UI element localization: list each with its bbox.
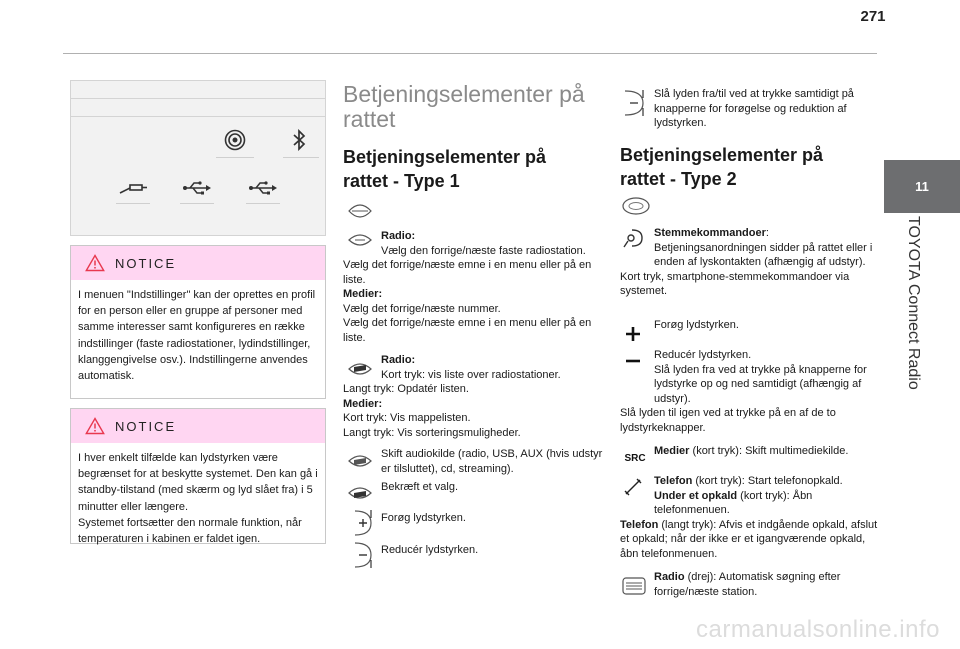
phone-title: Telefon (654, 475, 693, 487)
radio-line: Vælg det forrige/næste emne i en menu eller på en liste. (343, 259, 592, 286)
steering-control-icon (345, 200, 375, 222)
source-button-icon (345, 451, 375, 471)
radio-title: Radio: (381, 354, 416, 366)
medier-line: Kort tryk: Vis mappelisten. (343, 412, 471, 424)
radio-line: Kort tryk: vis liste over radiostationer. (381, 368, 561, 381)
volume-up-description: Forøg lydstyrken. (381, 512, 466, 524)
chapter-tab[interactable]: 11 (884, 160, 960, 212)
warning-icon (85, 417, 105, 435)
medier-line: Vælg det forrige/næste nummer. (343, 302, 501, 315)
plus-icon (622, 323, 644, 345)
aux-cable-icon (113, 173, 153, 203)
volume-down-description (620, 348, 882, 435)
watermark: carmanualsonline.info (696, 616, 940, 643)
call-text: (kort tryk): Åbn telefonmenuen. (654, 489, 813, 516)
icon-underline (216, 157, 254, 158)
minus-line: Slå lyden til igen ved at trykke på en af de to lydstyrkeknapper. (620, 407, 836, 434)
icon-underline (180, 203, 214, 204)
usb-icon (177, 173, 217, 203)
voice-title: Stemmekommandoer (654, 227, 766, 239)
call-title: Under et opkald (654, 489, 738, 502)
confirm-description: Bekræft et valg. (381, 481, 459, 493)
voice-line: Kort tryk, smartphone-stemmekommandoer via systemet. (620, 270, 850, 297)
medier-text: (kort tryk): Skift multimediekilde. (689, 445, 849, 457)
notice-text: I menuen "Indstillinger" kan der oprettes en profil for en person eller en gruppe af personer med samme interesser samt konfigureres en række indstillinger (faste radiostationer, lydindstillinger, klanggengivelse osv.). Indstillingerne anvendes automatisk. (78, 289, 316, 383)
notice-text (71, 443, 325, 556)
phone-long-text: (langt tryk): Afvis et indgående opkald, afslut et opkald; når der ikke er et igangværende opkald, åbn telefonmenuen. (620, 518, 878, 560)
notice-text-line: I hver enkelt tilfælde kan lydstyrken være begrænset for at beskytte systemet. Den kan gå i standby-tilstand (med skærm og lyd slået fra) i 5 minutter eller længere. (78, 452, 318, 513)
volume-down-description: Reducér lydstyrken. (381, 544, 479, 556)
confirm-button-icon (345, 483, 375, 503)
medier-line: Vælg det forrige/næste emne i en menu eller på en liste. (343, 317, 592, 344)
medier-title: Medier (654, 445, 690, 457)
icon-underline (246, 203, 280, 204)
subsection-heading-type2: Betjeningselementer på rattet - Type 2 (620, 145, 824, 189)
radio-line: Langt tryk: Opdatér listen. (343, 383, 469, 395)
radio-list-description (343, 353, 605, 440)
notice-box (70, 245, 326, 399)
wifi-hotspot-icon (215, 125, 255, 155)
subsection-heading-type1: Betjeningselementer på rattet - Type 1 (343, 147, 547, 191)
radio-scroll-description (654, 570, 882, 599)
voice-command-description (620, 226, 882, 299)
minus-line: Slå lyden fra ved at trykke på knapperne for lydstyrke op og ned samtidigt (afhængig af udstyr). (654, 363, 867, 405)
medier-line: Langt tryk: Vis sorteringsmuligheder. (343, 426, 521, 439)
notice-text-line: Systemet fortsætter den normale funktion, når temperaturen i kabinen er faldet igen. (78, 516, 302, 546)
chapter-title-text: TOYOTA Connect Radio (905, 216, 922, 390)
source-description: Skift audiokilde (radio, USB, AUX (hvis udstyr er tilsluttet), cd, streaming). (381, 448, 603, 475)
notice-label: NOTICE (115, 418, 177, 434)
notice-header (71, 409, 325, 443)
radio-title: Radio: (381, 230, 416, 242)
steering-control-icon (620, 195, 652, 217)
radio-line: Vælg den forrige/næste faste radiostation. (381, 244, 586, 257)
page-number: 271 (860, 8, 886, 25)
minus-line: Reducér lydstyrken. (654, 349, 752, 361)
volume-up-wheel-icon (350, 506, 376, 540)
voice-line: : Betjeningsanordningen sidder på rattet eller i enden af lyskontakten (afhængig af udstyr). (654, 227, 873, 268)
screen-illustration (70, 80, 326, 236)
scroll-wheel-icon (620, 574, 648, 598)
mute-text: Slå lyden fra/til ved at trykke samtidigt på knapperne for forøgelse og reduktion af lydstyrken. (654, 88, 854, 129)
screen-row (71, 81, 325, 99)
medier-description (654, 444, 882, 459)
notice-box (70, 408, 326, 544)
notice-label: NOTICE (115, 255, 177, 271)
section-heading: Betjeningselementer på rattet (343, 81, 585, 132)
header-rule (63, 53, 877, 54)
radio-title: Radio (654, 571, 685, 583)
chapter-tab-divider (884, 212, 960, 213)
phone-text: (kort tryk): Start telefonopkald. (692, 475, 843, 487)
warning-icon (85, 254, 105, 272)
src-icon: SRC (624, 452, 646, 464)
radio-text: (drej): Automatisk søgning efter forrige/næste station. (654, 571, 841, 598)
screen-row (71, 99, 325, 117)
medier-title: Medier: (343, 397, 383, 410)
volume-down-wheel-icon (350, 538, 376, 572)
mute-description (620, 87, 882, 131)
phone-long-title: Telefon (620, 518, 659, 531)
icon-underline (283, 157, 319, 158)
medier-title: Medier: (343, 288, 383, 300)
bluetooth-icon (279, 125, 319, 155)
notice-header (71, 246, 325, 280)
icon-underline (116, 203, 150, 204)
usb-icon (243, 173, 283, 203)
volume-up-description: Forøg lydstyrken. (654, 319, 739, 331)
radio-medier-description (343, 229, 605, 345)
phone-description (620, 474, 882, 561)
